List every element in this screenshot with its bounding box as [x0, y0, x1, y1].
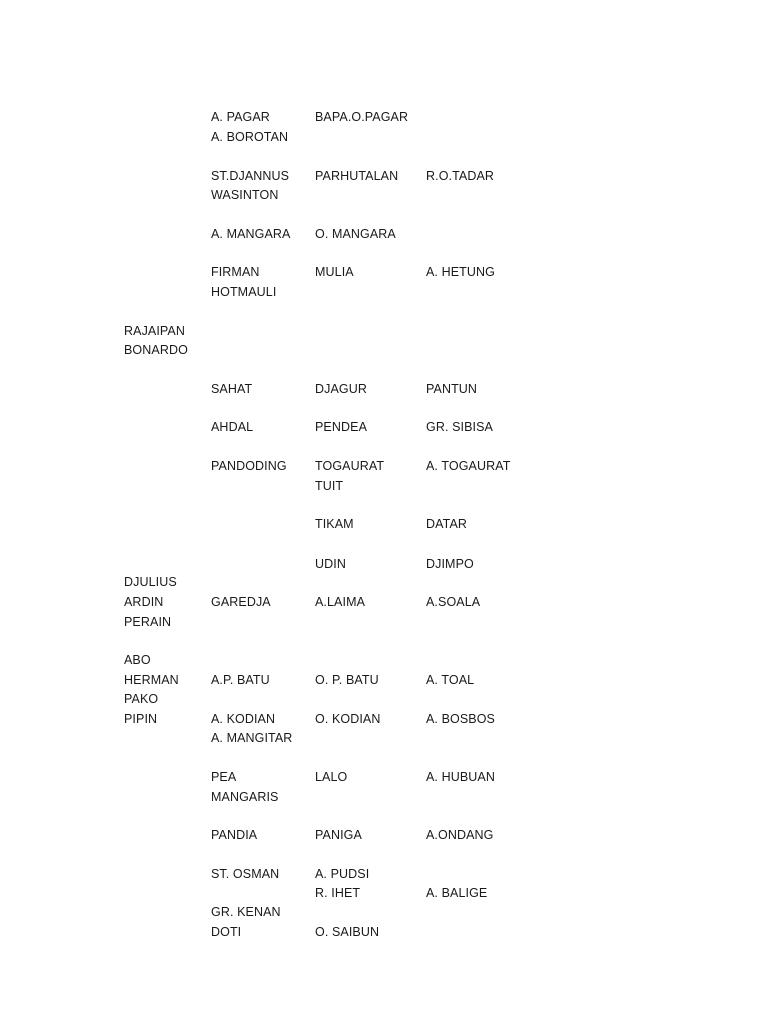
text-line: UDIN: [315, 557, 346, 571]
text-line: A. BOSBOS: [426, 712, 495, 726]
text-line: ST.DJANNUS: [211, 169, 290, 183]
text-line: LALO: [315, 770, 348, 784]
text-line: A. PUDSI: [315, 867, 370, 881]
text-line: A.ONDANG: [426, 828, 494, 842]
text-line: PENDEA: [315, 420, 368, 434]
text-line: GR. KENAN: [211, 905, 281, 919]
text-line: A. TOAL: [426, 673, 475, 687]
text-line: BONARDO: [124, 343, 188, 357]
text-line: A. TOGAURAT: [426, 459, 511, 473]
text-line: RAJAIPAN: [124, 324, 185, 338]
text-line: PANDIA: [211, 828, 258, 842]
text-line: DJAGUR: [315, 382, 367, 396]
text-line: PAKO: [124, 692, 159, 706]
text-line: SAHAT: [211, 382, 253, 396]
text-line: PEA: [211, 770, 237, 784]
text-line: TUIT: [315, 479, 344, 493]
text-line: PANDODING: [211, 459, 287, 473]
text-line: A. KODIAN: [211, 712, 276, 726]
text-line: A. HUBUAN: [426, 770, 495, 784]
text-line: DOTI: [211, 925, 242, 939]
text-line: MANGARIS: [211, 790, 279, 804]
text-line: A.SOALA: [426, 595, 481, 609]
text-line: R.O.TADAR: [426, 169, 495, 183]
text-line: HOTMAULI: [211, 285, 277, 299]
text-line: A.LAIMA: [315, 595, 366, 609]
text-line: A. HETUNG: [426, 265, 495, 279]
text-line: ABO: [124, 653, 151, 667]
text-line: PANTUN: [426, 382, 478, 396]
text-line: FIRMAN: [211, 265, 260, 279]
text-line: PANIGA: [315, 828, 362, 842]
text-line: ARDIN: [124, 595, 164, 609]
text-line: BAPA.O.PAGAR: [315, 110, 409, 124]
text-line: A. MANGITAR: [211, 731, 293, 745]
text-line: ST. OSMAN: [211, 867, 280, 881]
text-line: R. IHET: [315, 886, 361, 900]
text-line: TOGAURAT: [315, 459, 385, 473]
text-line: HERMAN: [124, 673, 179, 687]
text-line: DJULIUS: [124, 575, 177, 589]
text-line: WASINTON: [211, 188, 279, 202]
text-line: PIPIN: [124, 712, 158, 726]
text-line: A. BALIGE: [426, 886, 488, 900]
text-line: PARHUTALAN: [315, 169, 399, 183]
text-line: A. PAGAR: [211, 110, 270, 124]
text-line: O. SAIBUN: [315, 925, 380, 939]
text-line: A. MANGARA: [211, 227, 291, 241]
text-line: MULIA: [315, 265, 354, 279]
text-line: PERAIN: [124, 615, 172, 629]
text-line: O. KODIAN: [315, 712, 381, 726]
text-line: A.P. BATU: [211, 673, 270, 687]
text-line: GR. SIBISA: [426, 420, 493, 434]
text-line: A. BOROTAN: [211, 130, 289, 144]
text-line: O. MANGARA: [315, 227, 396, 241]
text-line: TIKAM: [315, 517, 354, 531]
text-line: AHDAL: [211, 420, 254, 434]
text-line: DATAR: [426, 517, 468, 531]
text-line: O. P. BATU: [315, 673, 379, 687]
text-line: GAREDJA: [211, 595, 271, 609]
text-line: DJIMPO: [426, 557, 474, 571]
